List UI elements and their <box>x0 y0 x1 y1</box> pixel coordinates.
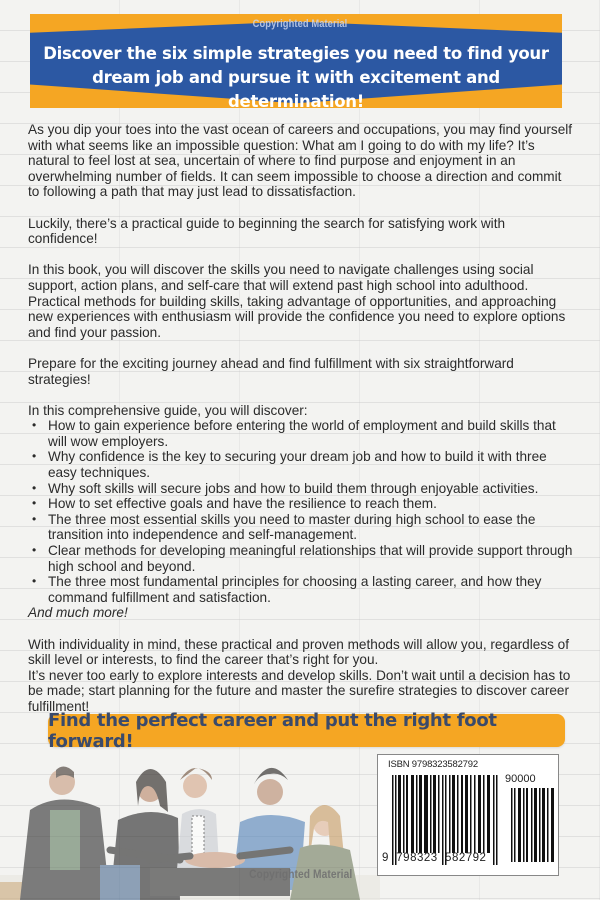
cta-banner <box>48 709 565 752</box>
isbn-human-readable-digits: 9 798323 582792 <box>382 852 487 864</box>
price-addon-label: 90000 <box>505 773 536 785</box>
header-banner-text <box>30 42 562 114</box>
list-item: • Clear methods for developing meaningful relationships that will provide support through high school and beyond. <box>48 543 576 574</box>
paragraph-individuality: With individuality in mind, these practical and proven methods will allow you, regardless of skill level or interests, to find the career that’s right for you. <box>28 636 569 668</box>
list-item: • How to set effective goals and have the resilience to reach them. <box>48 496 576 512</box>
benefits-list <box>28 418 576 605</box>
paragraph-luckily: Luckily, there’s a practical guide to beginning the search for satisfying work with confidence! <box>28 215 506 247</box>
copyright-watermark-bottom: Copyrighted Material <box>249 867 353 881</box>
list-item: • The three most fundamental principles for choosing a lasting career, and how they command fulfillment and satisfaction. <box>48 574 576 605</box>
list-item: • Why confidence is the key to securing your dream job and how to build it with three easy techniques. <box>48 449 576 480</box>
paragraph-in-this-book: In this book, you will discover the skills you need to navigate challenges using social support, action plans, and self-care that will extend past high school into adulthood. Practical methods for building skills, taking advantage of opportunities, and approaching new experiences with enthusiasm will provide the confidence you need to explore options and find your passion. <box>28 262 566 340</box>
list-item: • Why soft skills will secure jobs and how to build them through enjoyable activities. <box>48 481 576 497</box>
list-intro: In this comprehensive guide, you will discover: <box>28 402 308 418</box>
header-banner-line-1: Discover the six simple strategies you need to find your <box>43 44 549 63</box>
copyright-watermark-top: Copyrighted Material <box>252 18 348 30</box>
and-much-more: And much more! <box>28 605 128 621</box>
isbn-barcode <box>377 754 559 876</box>
header-banner-line-2: dream job and pursue it with excitement and determination! <box>92 68 500 111</box>
addon-barcode-bars <box>511 788 556 862</box>
isbn-label: ISBN 9798323582792 <box>388 759 478 770</box>
list-item: • How to gain experience before entering the world of employment and build skills that will wow employers. <box>48 418 576 449</box>
cta-banner-text: Find the perfect career and put the right foot forward! <box>48 709 497 752</box>
paragraph-intro: As you dip your toes into the vast ocean of careers and occupations, you may find yourself with what seems like an impossible question: What am I going to do with my life? It’s natural to feel lost at sea, uncertain of where to find purpose and enjoyment in an overwhelming number of fields. It can seem impossible to choose a direction and commit to following a path that may just lead to dissatisfaction. <box>28 122 573 200</box>
paragraph-prepare: Prepare for the exciting journey ahead and find fulfillment with six straightforward strategies! <box>28 355 514 387</box>
list-item: • The three most essential skills you need to master during high school to ease the transition into independence and self-management. <box>48 512 576 543</box>
back-cover-description <box>28 122 576 715</box>
paragraph-never-too-early: It’s never too early to explore interests and develop skills. Don’t wait until a decision has to be made; start planning for the future and master the surefire strategies to discover career fulfillment! <box>28 667 571 714</box>
